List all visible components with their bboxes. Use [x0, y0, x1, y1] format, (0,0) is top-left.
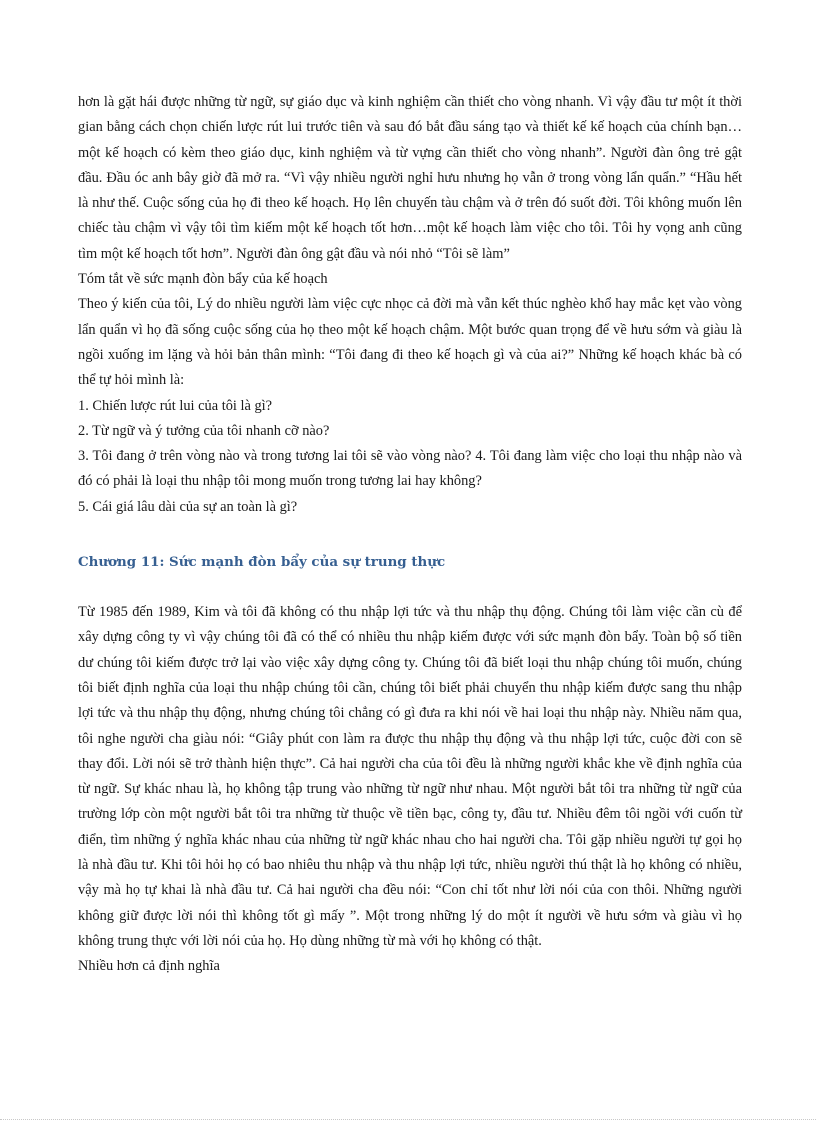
body-paragraph: Theo ý kiến của tôi, Lý do nhiều người làm việc cực nhọc cả đời mà vẫn kết thúc nghèo khổ hay mắc kẹt vào vòng lẩn quẩn vì họ đã sống cuộc sống của họ theo một kế hoạch chậm. Một bước quan trọng để về hưu sớm và giàu là ngồi xuống im lặng và hỏi bản thân mình: “Tôi đang đi theo kế hoạch gì và của ai?” Những kế hoạch khác bà có thể tự hỏi mình là: — [78, 296, 742, 389]
chapter-body — [78, 600, 742, 979]
page-content — [78, 90, 742, 980]
chapter-heading: Chương 11: Sức mạnh đòn bẩy của sự trung thực — [78, 554, 446, 571]
page-bottom-divider — [0, 1119, 816, 1120]
subheading-paragraph: Nhiều hơn cả định nghĩa — [78, 958, 220, 975]
list-item: 1. Chiến lược rút lui của tôi là gì? — [78, 397, 273, 414]
body-paragraph: hơn là gặt hái được những từ ngữ, sự giáo dục và kinh nghiệm cần thiết cho vòng nhanh. Vì vậy đầu tư một ít thời gian bằng cách chọn chiến lược rút lui trước tiên và sau đó bắt đầu sáng tạo và thiết kế kế hoạch của chính bạn…một kế hoạch có kèm theo giáo dục, kinh nghiệm và từ vựng cần thiết cho vòng nhanh”. Người đàn ông trẻ gật đầu. Đầu óc anh bây giờ đã mở ra. “Vì vậy nhiều người nghỉ hưu nhưng họ vẫn ở trong vòng lẩn quẩn.” “Hầu hết là như thế. Cuộc sống của họ đi theo kế hoạch. Họ lên chuyến tàu chậm và ở trên đó suốt đời. Tôi không muốn lên chiếc tàu chậm vì vậy tôi tìm kiếm một kế hoạch tốt hơn…một kế hoạch làm việc cho tôi. Tôi hy vọng anh cũng tìm một kế hoạch tốt hơn”. Người đàn ông gật đầu và nói nhỏ “Tôi sẽ làm” — [78, 94, 742, 262]
list-item: 3. Tôi đang ở trên vòng nào và trong tương lai tôi sẽ vào vòng nào? 4. Tôi đang làm việc cho loại thu nhập nào và đó có phải là loại thu nhập tôi mong muốn trong tương lai hay không? — [78, 448, 742, 490]
list-item: 2. Từ ngữ và ý tưởng của tôi nhanh cỡ nào? — [78, 422, 330, 439]
question-list — [78, 394, 742, 520]
body-paragraph: Từ 1985 đến 1989, Kim và tôi đã không có thu nhập lợi tức và thu nhập thụ động. Chúng tôi làm việc cần cù để xây dựng công ty vì vậy chúng tôi đã có thể có nhiều thu nhập kiếm được với sức mạnh đòn bẩy. Toàn bộ số tiền dư chúng tôi kiếm được trở lại vào việc xây dựng công ty. Chúng tôi đã biết loại thu nhập chúng tôi muốn, chúng tôi biết định nghĩa của loại thu nhập chúng tôi cần, chúng tôi biết phải chuyển thu nhập kiếm được sang thu nhập lợi tức và thu nhập thụ động, nhưng chúng tôi chẳng có gì đưa ra khi nói về hai loại thu nhập này. Nhiều năm qua, tôi nghe người cha giàu nói: “Giây phút con làm ra được thu nhập thụ động và thu nhập lợi tức, cuộc đời con sẽ thay đổi. Lời nói sẽ trở thành hiện thực”. Cả hai người cha của tôi đều là những người khắc khe về định nghĩa của từ ngữ. Sự khác nhau là, họ không tập trung vào những từ ngữ như nhau. Một người bắt tôi tra những từ ngữ của trường lớp còn một người bắt tôi tra những từ thuộc về tiền bạc, công ty, đầu tư. Nhiều đêm tôi ngồi với cuốn từ điển, tìm những ý nghĩa khác nhau của những từ ngữ khác nhau cho hai người cha. Tôi gặp nhiều người tự gọi họ là nhà đầu tư. Khi tôi hỏi họ có bao nhiêu thu nhập và thu nhập lợi tức, nhiều người thú thật là họ không có nhiều, vậy mà họ tự khai là nhà đầu tư. Cả hai người cha đều nói: “Con chỉ tốt như lời nói của con thôi. Những người không giữ được lời nói thì không tốt gì mấy ”. Một trong những lý do một ít người về hưu sớm và giàu vì họ không trung thực với lời nói của họ. Họ dùng những từ mà với họ không có thật. — [78, 604, 742, 949]
list-item: 5. Cái giá lâu dài của sự an toàn là gì? — [78, 498, 298, 515]
summary-title: Tóm tắt về sức mạnh đòn bẩy của kế hoạch — [78, 271, 328, 288]
intro-section — [78, 90, 742, 394]
